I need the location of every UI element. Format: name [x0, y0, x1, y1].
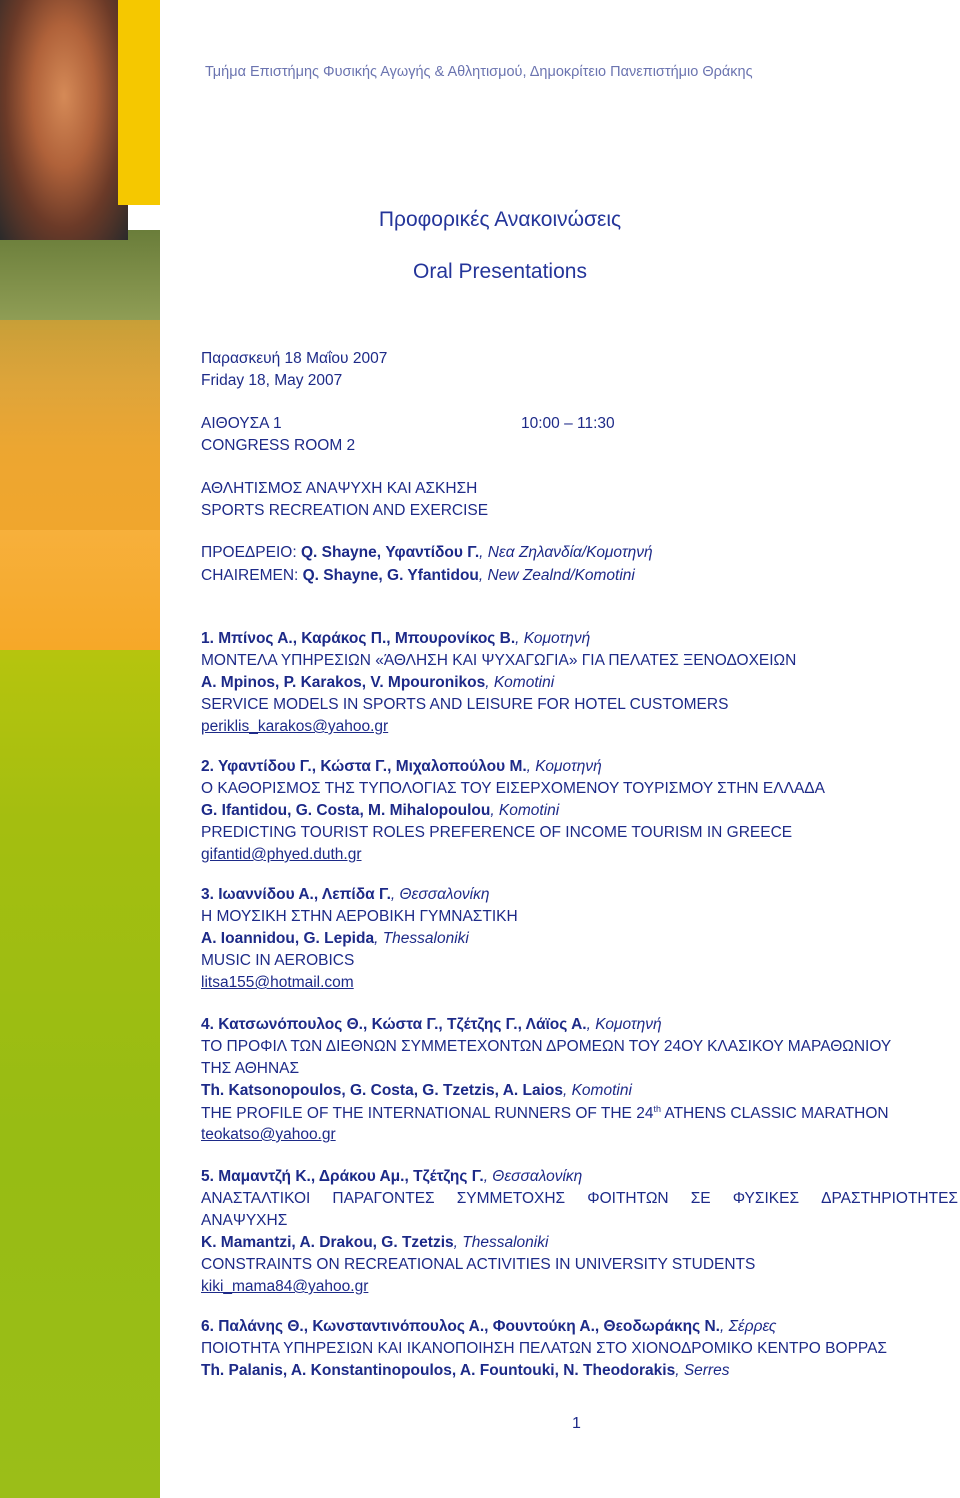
- title-english: Oral Presentations: [413, 260, 587, 283]
- authors: Th. Palanis, A. Konstantinopoulos, A. Fountouki, N. Theodorakis: [201, 1362, 676, 1379]
- paper-1-authors-english: [201, 674, 554, 692]
- authors: G. Ifantidou, G. Costa, M. Mihalopoulou: [201, 802, 491, 819]
- paper-1-email-link[interactable]: periklis_karakos@yahoo.gr: [201, 718, 389, 735]
- authors: 1. Μπίνος Α., Καράκος Π., Μπουρονίκος Β.: [201, 630, 516, 647]
- paper-3-authors-greek: [201, 886, 489, 904]
- chair-place: , New Zealnd/Komotini: [478, 567, 635, 584]
- paper-5-authors-greek: [201, 1168, 582, 1186]
- session-title-english: SPORTS RECREATION AND EXERCISE: [201, 502, 489, 519]
- paper-1-authors-greek: [201, 630, 590, 648]
- paper-4-authors-greek: [201, 1016, 662, 1034]
- word: ΦΥΣΙΚΕΣ: [732, 1190, 800, 1207]
- paper-5-authors-english: [201, 1234, 548, 1252]
- paper-3-title-greek: Η ΜΟΥΣΙΚΗ ΣΤΗΝ ΑΕΡΟΒΙΚΗ ΓΥΜΝΑΣΤΙΚΗ: [201, 908, 518, 925]
- paper-6-title-greek: ΠΟΙΟΤΗΤΑ ΥΠΗΡΕΣΙΩΝ ΚΑΙ ΙΚΑΝΟΠΟΙΗΣΗ ΠΕΛΑΤΩΝ ΣΤΟ ΧΙΟΝΟΔΡΟΜΙΚΟ ΚΕΝΤΡΟ ΒΟΡΡΑΣ: [201, 1340, 888, 1357]
- word: ΦΟΙΤΗΤΩΝ: [587, 1190, 669, 1207]
- word: ΠΑΡΑΓΟΝΤΕΣ: [332, 1190, 435, 1207]
- paper-2-email-link[interactable]: gifantid@phyed.duth.gr: [201, 846, 362, 863]
- word: ΔΡΑΣΤΗΡΙΟΤΗΤΕΣ: [821, 1190, 958, 1207]
- authors: 5. Μαμαντζή Κ., Δράκου Αμ., Τζέτζης Γ.: [201, 1168, 484, 1185]
- orange-band: [0, 320, 160, 650]
- authors: Th. Katsonopoulos, G. Costa, G. Tzetzis, A. Laios: [201, 1082, 563, 1099]
- room-greek: ΑΙΘΟΥΣΑ 1: [201, 415, 282, 432]
- authors: 4. Κατσωνόπουλος Θ., Κώστα Γ., Τζέτζης Γ., Λάϊος Α.: [201, 1016, 587, 1033]
- paper-1-title-english: SERVICE MODELS IN SPORTS AND LEISURE FOR HOTEL CUSTOMERS: [201, 696, 729, 713]
- place: , Σέρρες: [719, 1318, 777, 1335]
- paper-6-authors-greek: [201, 1318, 776, 1336]
- word: ΣΕ: [690, 1190, 711, 1207]
- chair-english: [201, 567, 635, 585]
- place: , Komotini: [562, 1082, 632, 1099]
- paper-3-authors-english: [201, 930, 469, 948]
- yellow-band: [118, 0, 160, 205]
- paper-5-title-english: CONSTRAINTS ON RECREATIONAL ACTIVITIES IN UNIVERSITY STUDENTS: [201, 1256, 756, 1273]
- chair-label: CHAIREMEN:: [201, 567, 303, 584]
- ordinal-suffix: th: [653, 1104, 661, 1114]
- paper-2-title-greek: Ο ΚΑΘΟΡΙΣΜΟΣ ΤΗΣ ΤΥΠΟΛΟΓΙΑΣ ΤΟΥ ΕΙΣΕΡΧΟΜΕΝΟΥ ΤΟΥΡΙΣΜΟΥ ΣΤΗΝ ΕΛΛΑΔΑ: [201, 780, 826, 797]
- session-title-greek: ΑΘΛΗΤΙΣΜΟΣ ΑΝΑΨΥΧΗ ΚΑΙ ΑΣΚΗΣΗ: [201, 480, 478, 497]
- paper-4-authors-english: [201, 1082, 632, 1100]
- chair-names: Q. Shayne, G. Yfantidou: [302, 567, 479, 584]
- session-time: 10:00 – 11:30: [521, 415, 615, 432]
- paper-4-email-link[interactable]: teokatso@yahoo.gr: [201, 1126, 336, 1143]
- place: , Κομοτηνή: [526, 758, 602, 775]
- title-greek: Προφορικές Ανακοινώσεις: [378, 208, 622, 231]
- place: , Κομοτηνή: [586, 1016, 662, 1033]
- authors: 3. Ιωαννίδου Α., Λεπίδα Γ.: [201, 886, 391, 903]
- chair-names: Q. Shayne, Υφαντίδου Γ.: [300, 544, 480, 561]
- authors: K. Mamantzi, A. Drakou, G. Tzetzis: [201, 1234, 454, 1251]
- paper-4-title-greek-line1: ΤΟ ΠΡΟΦΙΛ ΤΩΝ ΔΙΕΘΝΩΝ ΣΥΜΜΕΤΕΧΟΝΤΩΝ ΔΡΟΜΕΩΝ ΤΟΥ 24ΟΥ ΚΛΑΣΙΚΟΥ ΜΑΡΑΘΩΝΙΟΥ: [201, 1038, 892, 1055]
- place: , Κομοτηνή: [515, 630, 591, 647]
- page-header: Τμήμα Επιστήμης Φυσικής Αγωγής & Αθλητισμού, Δημοκρίτειο Πανεπιστήμιο Θράκης: [205, 64, 753, 80]
- paper-6-authors-english: [201, 1362, 729, 1380]
- date-english: Friday 18, May 2007: [201, 372, 343, 389]
- authors: A. Mpinos, P. Karakos, V. Mpouronikos: [201, 674, 486, 691]
- paper-3-email-link[interactable]: litsa155@hotmail.com: [201, 974, 354, 991]
- authors: 2. Υφαντίδου Γ., Κώστα Γ., Μιχαλοπούλου Μ.: [201, 758, 527, 775]
- paper-2-title-english: PREDICTING TOURIST ROLES PREFERENCE OF INCOME TOURISM IN GREECE: [201, 824, 793, 841]
- word: ΑΝΑΣΤΑΛΤΙΚΟΙ: [201, 1190, 311, 1207]
- chair-greek: [201, 544, 653, 562]
- place: , Komotini: [485, 674, 555, 691]
- photo-child-face: [0, 0, 128, 240]
- authors: A. Ioannidou, G. Lepida: [201, 930, 375, 947]
- title-part: ATHENS CLASSIC MARATHON: [660, 1105, 889, 1123]
- place: , Serres: [675, 1362, 730, 1379]
- page-number: 1: [572, 1415, 581, 1432]
- date-greek: Παρασκευή 18 Μαΐου 2007: [201, 350, 388, 367]
- place: , Komotini: [490, 802, 560, 819]
- paper-3-title-english: MUSIC IN AEROBICS: [201, 952, 355, 969]
- word: ΣΥΜΜΕΤΟΧΗΣ: [456, 1190, 566, 1207]
- room-english: CONGRESS ROOM 2: [201, 437, 356, 454]
- paper-5-title-greek-line1: [201, 1190, 958, 1208]
- paper-2-authors-greek: [201, 758, 602, 776]
- chair-place: , Νεα Ζηλανδία/Κομοτηνή: [479, 544, 653, 561]
- chair-label: ΠΡΟΕΔΡΕΙΟ:: [201, 544, 301, 561]
- paper-1-title-greek: ΜΟΝΤΕΛΑ ΥΠΗΡΕΣΙΩΝ «ΆΘΛΗΣΗ ΚΑΙ ΨΥΧΑΓΩΓΙΑ» ΓΙΑ ΠΕΛΑΤΕΣ ΞΕΝΟΔΟΧΕΙΩΝ: [201, 652, 797, 669]
- title-part: THE PROFILE OF THE INTERNATIONAL RUNNERS OF THE 24: [201, 1105, 654, 1123]
- green-band: [0, 650, 160, 1498]
- place: , Thessaloniki: [374, 930, 469, 947]
- place: , Θεσσαλονίκη: [390, 886, 490, 903]
- paper-4-title-greek-line2: ΤΗΣ ΑΘΗΝΑΣ: [201, 1060, 300, 1077]
- place: , Thessaloniki: [453, 1234, 549, 1251]
- place: , Θεσσαλονίκη: [483, 1168, 583, 1185]
- paper-2-authors-english: [201, 802, 559, 820]
- paper-4-title-english: [201, 1104, 889, 1123]
- paper-5-title-greek-line2: ΑΝΑΨΥΧΗΣ: [201, 1212, 288, 1229]
- authors: 6. Παλάνης Θ., Κωνσταντινόπουλος Α., Φουντούκη Α., Θεοδωράκης Ν.: [201, 1318, 720, 1335]
- paper-5-email-link[interactable]: kiki_mama84@yahoo.gr: [201, 1278, 369, 1295]
